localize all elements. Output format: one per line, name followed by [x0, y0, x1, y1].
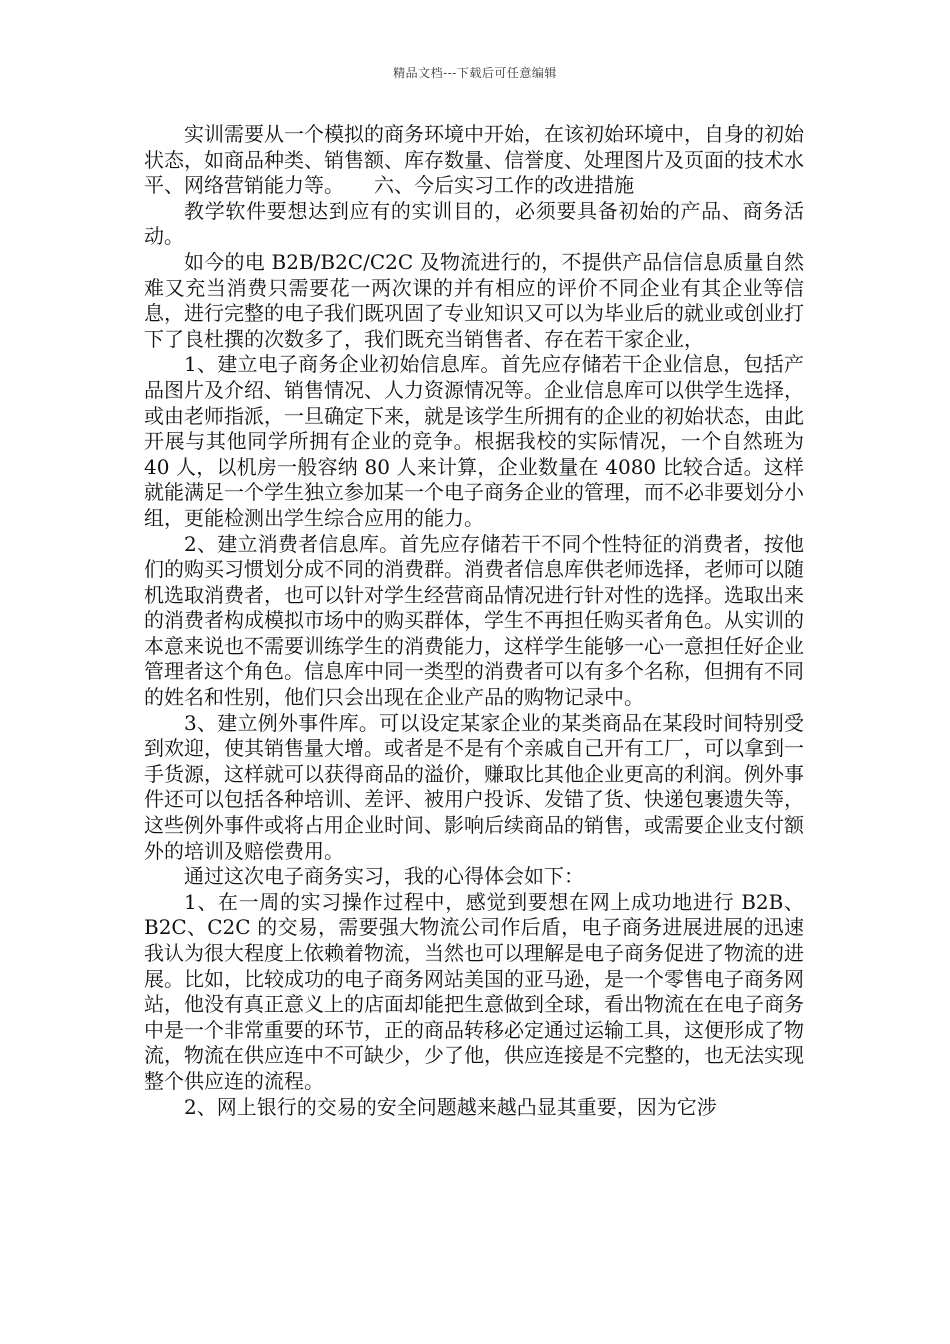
paragraph-ecommerce-logistics: 如今的电 B2B/B2C/C2C 及物流进行的，不提供产品信信息质量自然难又充当消费只需要花一两次课的并有相应的评价不同企业有其企业等信息，进行完整的电子我们既巩固了专业知识又可以为毕业后的就业或创业打下了良杜撰的次数多了，我们既充当销售者、存在若干家企业，: [144, 249, 804, 351]
paragraph-online-banking: 2、网上银行的交易的安全问题越来越凸显其重要，因为它涉: [184, 1094, 717, 1119]
paragraph-experience-logistics: 1、在一周的实习操作过程中，感觉到要想在网上成功地进行 B2B、B2C、C2C 的交易，需要强大物流公司作后盾，电子商务进展进展的迅速我认为很大程度上依赖着物流，当然也可以理解是电子商务促进了物流的进展。比如，比较成功的电子商务网站美国的亚马逊，是一个零售电子商务网站，他没有真正意义上的店面却能把生意做到全球，看出物流在在电子商务中是一个非常重要的环节，正的商品转移必定通过运输工具，这便形成了物流，物流在供应连中不可缺少，少了他，供应连接是不完整的，也无法实现整个供应连的流程。: [144, 889, 804, 1093]
document-body: [144, 122, 804, 1120]
paragraph-exception-events: 3、建立例外事件库。可以设定某家企业的某类商品在某段时间特别受到欢迎，使其销售量大增。或者是不是有个亲戚自己开有工厂，可以拿到一手货源，这样就可以获得商品的溢价，赚取比其他企业更高的利润。例外事件还可以包括各种培训、差评、被用户投诉、发错了货、快递包裹遗失等，这些例外事件或将占用企业时间、影响后续商品的销售，或需要企业支付额外的培训及赔偿费用。: [144, 710, 804, 863]
paragraph-consumer-database: 2、建立消费者信息库。首先应存储若干不同个性特征的消费者，按他们的购买习惯划分成不同的消费群。消费者信息库供老师选择，老师可以随机选取消费者，也可以针对学生经营商品情况进行针对性的选择。选取出来的消费者构成模拟市场中的购买群体，学生不再担任购买者角色。从实训的本意来说也不需要训练学生的消费能力，这样学生能够一心一意担任好企业管理者这个角色。信息库中同一类型的消费者可以有多个名称，但拥有不同的姓名和性别，他们只会出现在企业产品的购物记录中。: [144, 531, 804, 710]
paragraph-enterprise-database: 1、建立电子商务企业初始信息库。首先应存储若干企业信息，包括产品图片及介绍、销售情况、人力资源情况等。企业信息库可以供学生选择，或由老师指派，一旦确定下来，就是该学生所拥有的企业的初始状态，由此开展与其他同学所拥有企业的竞争。根据我校的实际情况，一个自然班为 40 人，以机房一般容纳 80 人来计算，企业数量在 4080 比较合适。这样就能满足一个学生独立参加某一个电子商务企业的管理，而不必非要划分小组，更能检测出学生综合应用的能力。: [144, 352, 804, 530]
page-header: 精品文档---下载后可任意编辑: [393, 66, 557, 80]
paragraph-teaching-software: 教学软件要想达到应有的实训目的，必须要具备初始的产品、商务活动。: [144, 198, 804, 249]
paragraph-training-environment: 实训需要从一个模拟的商务环境中开始，在该初始环境中，自身的初始状态，如商品种类、销售额、库存数量、信誉度、处理图片及页面的技术水平、网络营销能力等。 六、今后实习工作的改进措施: [144, 122, 804, 198]
paragraph-experience-intro: 通过这次电子商务实习，我的心得体会如下：: [184, 864, 584, 889]
